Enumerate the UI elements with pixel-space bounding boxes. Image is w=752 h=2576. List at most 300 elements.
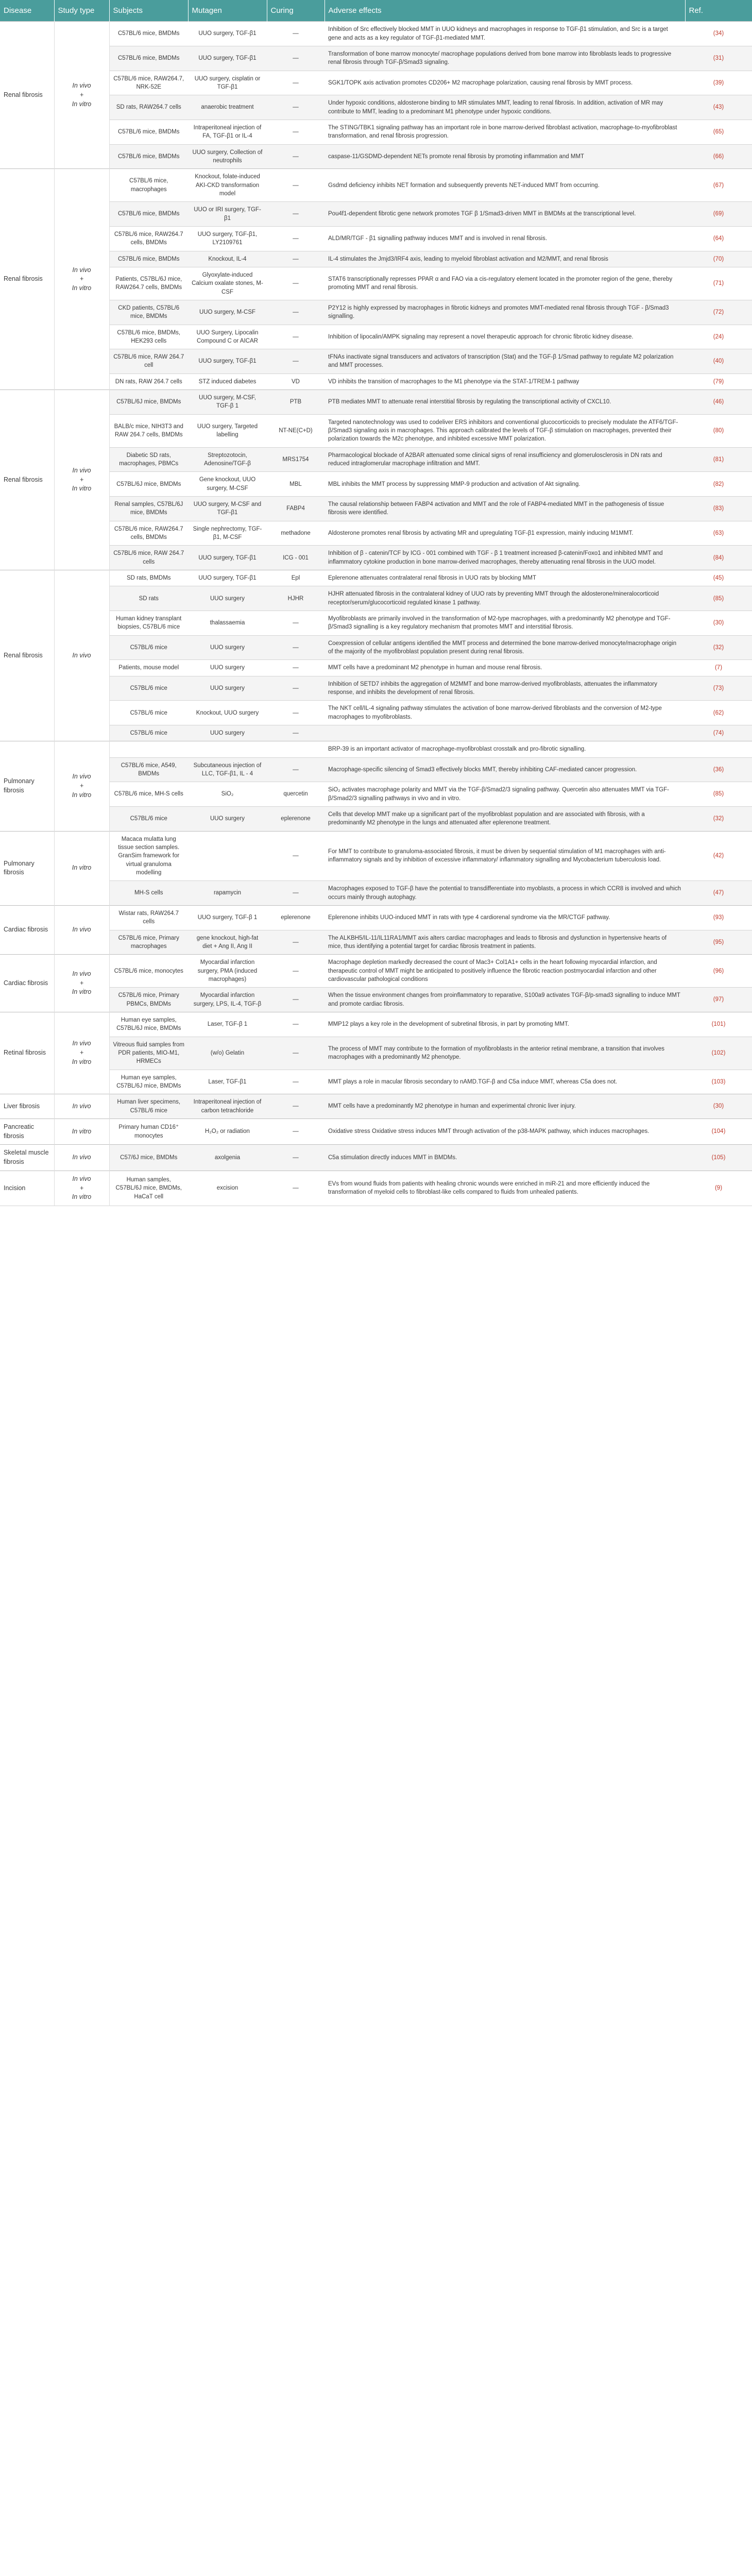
table-row bbox=[0, 1171, 752, 1206]
study-type-cell: In vivo bbox=[54, 905, 109, 954]
reference-cell: (71) bbox=[685, 267, 752, 300]
mutagen-cell: rapamycin bbox=[188, 881, 267, 906]
subjects-cell: C57BL/6J mice, BMDMs bbox=[109, 472, 188, 497]
mutagen-cell: Myocardial infarction surgery, PMA (induced macrophages) bbox=[188, 955, 267, 988]
study-type-cell: In vivo bbox=[54, 1094, 109, 1119]
reference-cell: (40) bbox=[685, 349, 752, 374]
adverse-effects-cell: Under hypoxic conditions, aldosterone binding to MR stimulates MMT, leading to renal fibrosis. In addition, activation of MR may contribute to MMT, leading to a predominant M1 phenotype under hypoxic conditions. bbox=[324, 95, 685, 120]
table-row bbox=[0, 1094, 752, 1119]
curing-cell: — bbox=[267, 1145, 324, 1171]
mutagen-cell: axolgenia bbox=[188, 1145, 267, 1171]
study-type-cell: In vivo + In vitro bbox=[54, 741, 109, 831]
table-row bbox=[0, 349, 752, 374]
mutagen-cell: UUO surgery, TGF-β1 bbox=[188, 349, 267, 374]
subjects-cell: Human kidney transplant biopsies, C57BL/6 mice bbox=[109, 611, 188, 636]
subjects-cell: C57BL/6 mice, RAW 264.7 cell bbox=[109, 349, 188, 374]
adverse-effects-cell: The causal relationship between FABP4 activation and MMT and the role of FABP4-mediated MMT in the pathogenesis of tissue fibrosis were identified. bbox=[324, 497, 685, 521]
curing-cell: — bbox=[267, 144, 324, 169]
reference-cell: (30) bbox=[685, 611, 752, 636]
curing-cell: Epl bbox=[267, 570, 324, 586]
adverse-effects-cell: SiO₂ activates macrophage polarity and MMT via the TGF-β/Smad2/3 signaling pathway. Quercetin also attenuates MMT via TGF-β/Smad2/3 signalling pathways in vivo and in vitro. bbox=[324, 782, 685, 807]
table-row bbox=[0, 757, 752, 782]
adverse-effects-cell: Pou4f1-dependent fibrotic gene network promotes TGF β 1/Smad3-driven MMT in BMDMs at the transcriptional level. bbox=[324, 202, 685, 227]
curing-cell: — bbox=[267, 1118, 324, 1145]
mutagen-cell: H₂O₂ or radiation bbox=[188, 1118, 267, 1145]
reference-cell: (97) bbox=[685, 988, 752, 1012]
subjects-cell: CKD patients, C57BL/6 mice, BMDMs bbox=[109, 300, 188, 325]
subjects-cell: C57BL/6 mice bbox=[109, 725, 188, 741]
curing-cell: — bbox=[267, 95, 324, 120]
header-study-type: Study type bbox=[54, 0, 109, 22]
reference-cell: (45) bbox=[685, 570, 752, 586]
mutagen-cell: Laser, TGF-β 1 bbox=[188, 1012, 267, 1037]
adverse-effects-cell: Myofibroblasts are primarily involved in the transformation of M2-type macrophages, with a predominantly M2 phenotype and TGF-β/Smad3 signalling is a key regulatory mechanism that promotes MMT and interstitial fibrosis. bbox=[324, 611, 685, 636]
subjects-cell: C57BL/6 mice bbox=[109, 806, 188, 831]
header-curing: Curing bbox=[267, 0, 324, 22]
reference-cell: (7) bbox=[685, 660, 752, 676]
table-row bbox=[0, 676, 752, 701]
reference-cell: (93) bbox=[685, 905, 752, 930]
reference-cell bbox=[685, 741, 752, 757]
reference-cell: (69) bbox=[685, 202, 752, 227]
page bbox=[0, 0, 752, 1206]
curing-cell: — bbox=[267, 22, 324, 46]
mutagen-cell: UUO surgery bbox=[188, 660, 267, 676]
adverse-effects-cell: Cells that develop MMT make up a significant part of the myofibroblast population and are associated with fibrosis, with a predominantly M2 phenotype in the lungs and attenuated after eplerenone treatment. bbox=[324, 806, 685, 831]
table-row bbox=[0, 1012, 752, 1037]
curing-cell: HJHR bbox=[267, 586, 324, 611]
table-row bbox=[0, 782, 752, 807]
curing-cell: — bbox=[267, 226, 324, 251]
adverse-effects-cell: caspase-11/GSDMD-dependent NETs promote renal fibrosis by promoting inflammation and MMT bbox=[324, 144, 685, 169]
table-row bbox=[0, 725, 752, 741]
header-ref: Ref. bbox=[685, 0, 752, 22]
table-row bbox=[0, 497, 752, 521]
subjects-cell: C57BL/6 mice, RAW264.7 cells, BMDMs bbox=[109, 521, 188, 546]
study-type-cell: In vitro bbox=[54, 831, 109, 905]
subjects-cell: DN rats, RAW 264.7 cells bbox=[109, 374, 188, 389]
mutagen-cell: UUO surgery, TGF-β1 bbox=[188, 22, 267, 46]
table-row bbox=[0, 472, 752, 497]
mutagen-cell: (w/o) Gelatin bbox=[188, 1037, 267, 1070]
curing-cell: — bbox=[267, 120, 324, 144]
adverse-effects-cell: Inhibition of lipocalin/AMPK signaling may represent a novel therapeutic approach for chronic fibrotic kidney disease. bbox=[324, 325, 685, 349]
adverse-effects-cell: Inhibition of SETD7 inhibits the aggregation of M2MMT and bone marrow-derived myofibroblasts, attenuates the inflammatory response, and inhibits the development of renal fibrosis. bbox=[324, 676, 685, 701]
subjects-cell: C57BL/6 mice, BMDMs bbox=[109, 120, 188, 144]
reference-cell: (65) bbox=[685, 120, 752, 144]
table-body bbox=[0, 22, 752, 1206]
header-subjects: Subjects bbox=[109, 0, 188, 22]
subjects-cell: C57BL/6 mice, RAW264.7 cells, BMDMs bbox=[109, 226, 188, 251]
curing-cell: — bbox=[267, 757, 324, 782]
table-row bbox=[0, 447, 752, 472]
mutagen-cell: UUO surgery bbox=[188, 806, 267, 831]
curing-cell: — bbox=[267, 676, 324, 701]
table-row bbox=[0, 546, 752, 570]
mutagen-cell bbox=[188, 831, 267, 881]
mutagen-cell: Intraperitoneal injection of carbon tetrachloride bbox=[188, 1094, 267, 1119]
table-row bbox=[0, 521, 752, 546]
table-row bbox=[0, 806, 752, 831]
subjects-cell: MH-S cells bbox=[109, 881, 188, 906]
mutagen-cell: SiO₂ bbox=[188, 782, 267, 807]
subjects-cell: SD rats, RAW264.7 cells bbox=[109, 95, 188, 120]
adverse-effects-cell: Eplerenone attenuates contralateral renal fibrosis in UUO rats by blocking MMT bbox=[324, 570, 685, 586]
table-row bbox=[0, 611, 752, 636]
curing-cell: — bbox=[267, 881, 324, 906]
mutagen-cell: Streptozotocin, Adenosine/TGF-β bbox=[188, 447, 267, 472]
reference-cell: (62) bbox=[685, 701, 752, 725]
table-row bbox=[0, 169, 752, 202]
curing-cell: — bbox=[267, 725, 324, 741]
adverse-effects-cell: Transformation of bone marrow monocyte/ macrophage populations derived from bone marrow into fibroblasts leads to progressive renal fibrosis through TGF-β/Smad3 signaling. bbox=[324, 46, 685, 71]
curing-cell: — bbox=[267, 660, 324, 676]
adverse-effects-cell: Aldosterone promotes renal fibrosis by activating MR and upregulating TGF-β1 expression, mainly inducing M1MMT. bbox=[324, 521, 685, 546]
subjects-cell: Human samples, C57BL/6J mice, BMDMs, HaCaT cell bbox=[109, 1171, 188, 1206]
table-row bbox=[0, 267, 752, 300]
curing-cell: — bbox=[267, 46, 324, 71]
disease-cell: Cardiac fibrosis bbox=[0, 905, 54, 954]
mutagen-cell: UUO surgery, Targeted labelling bbox=[188, 414, 267, 447]
subjects-cell: C57BL/6 mice, MH-S cells bbox=[109, 782, 188, 807]
subjects-cell: C57BL/6 mice, BMDMs bbox=[109, 22, 188, 46]
table-row bbox=[0, 22, 752, 46]
header-disease: Disease bbox=[0, 0, 54, 22]
table-row bbox=[0, 1037, 752, 1070]
table-row bbox=[0, 390, 752, 415]
reference-cell: (102) bbox=[685, 1037, 752, 1070]
subjects-cell: C57BL/6 mice bbox=[109, 635, 188, 660]
subjects-cell: C57BL/6 mice, BMDMs bbox=[109, 46, 188, 71]
reference-cell: (66) bbox=[685, 144, 752, 169]
mutagen-cell: Subcutaneous injection of LLC, TGF-β1, IL - 4 bbox=[188, 757, 267, 782]
adverse-effects-cell: EVs from wound fluids from patients with healing chronic wounds were enriched in miR-21 and more efficiently induced the transformation of myeloid cells to fibroblast-like cells compared to fluids from unhealed patients. bbox=[324, 1171, 685, 1206]
adverse-effects-cell: C5a stimulation directly induces MMT in BMDMs. bbox=[324, 1145, 685, 1171]
table-row bbox=[0, 95, 752, 120]
curing-cell: — bbox=[267, 930, 324, 955]
disease-cell: Liver fibrosis bbox=[0, 1094, 54, 1119]
curing-cell: — bbox=[267, 1171, 324, 1206]
mutagen-cell: Single nephrectomy, TGF-β1, M-CSF bbox=[188, 521, 267, 546]
subjects-cell: C57/6J mice, BMDMs bbox=[109, 1145, 188, 1171]
disease-cell: Cardiac fibrosis bbox=[0, 955, 54, 1012]
curing-cell: eplerenone bbox=[267, 806, 324, 831]
reference-cell: (101) bbox=[685, 1012, 752, 1037]
subjects-cell: C57BL/6J mice, BMDMs bbox=[109, 390, 188, 415]
curing-cell: — bbox=[267, 701, 324, 725]
adverse-effects-cell: VD inhibits the transition of macrophages to the M1 phenotype via the STAT-1/TREM-1 pathway bbox=[324, 374, 685, 389]
adverse-effects-cell: Eplerenone inhibits UUO-induced MMT in rats with type 4 cardiorenal syndrome via the MR/CTGF pathway. bbox=[324, 905, 685, 930]
adverse-effects-cell: tFNAs inactivate signal transducers and activators of transcription (Stat) and the TGF-β 1/Smad pathway to regulate M2 polarization and MMT processes. bbox=[324, 349, 685, 374]
mutagen-cell: Laser, TGF-β1 bbox=[188, 1070, 267, 1094]
header-adverse-effects: Adverse effects bbox=[324, 0, 685, 22]
reference-cell: (34) bbox=[685, 22, 752, 46]
curing-cell: — bbox=[267, 955, 324, 988]
curing-cell: — bbox=[267, 251, 324, 267]
adverse-effects-cell: The NKT cell/IL-4 signaling pathway stimulates the activation of bone marrow-derived fibroblasts and the conversion of M2-type macrophages to myofibroblasts. bbox=[324, 701, 685, 725]
curing-cell: — bbox=[267, 988, 324, 1012]
disease-cell: Pancreatic fibrosis bbox=[0, 1118, 54, 1145]
table-row bbox=[0, 988, 752, 1012]
curing-cell: — bbox=[267, 611, 324, 636]
adverse-effects-cell: P2Y12 is highly expressed by macrophages in fibrotic kidneys and promotes MMT-mediated renal fibrosis through TGF - β/Smad3 signalling. bbox=[324, 300, 685, 325]
table-row bbox=[0, 144, 752, 169]
study-type-cell: In vivo + In vitro bbox=[54, 390, 109, 570]
disease-cell: Skeletal muscle fibrosis bbox=[0, 1145, 54, 1171]
table-row bbox=[0, 202, 752, 227]
curing-cell: NT-NE(C+D) bbox=[267, 414, 324, 447]
subjects-cell: Wistar rats, RAW264.7 cells bbox=[109, 905, 188, 930]
subjects-cell: Vitreous fluid samples from PDR patients, MIO-M1, HRMECs bbox=[109, 1037, 188, 1070]
disease-cell: Incision bbox=[0, 1171, 54, 1206]
reference-cell: (24) bbox=[685, 325, 752, 349]
mutagen-cell: gene knockout, high-fat diet + Ang II, Ang II bbox=[188, 930, 267, 955]
table-row bbox=[0, 1145, 752, 1171]
reference-cell: (96) bbox=[685, 955, 752, 988]
reference-cell: (84) bbox=[685, 546, 752, 570]
adverse-effects-cell: Macrophage-specific silencing of Smad3 effectively blocks MMT, thereby inhibiting CAF-mediated cancer progression. bbox=[324, 757, 685, 782]
table-row bbox=[0, 325, 752, 349]
disease-cell: Pulmonary fibrosis bbox=[0, 831, 54, 905]
reference-cell: (104) bbox=[685, 1118, 752, 1145]
reference-cell: (95) bbox=[685, 930, 752, 955]
reference-cell: (64) bbox=[685, 226, 752, 251]
reference-cell: (67) bbox=[685, 169, 752, 202]
study-type-cell: In vitro bbox=[54, 1118, 109, 1145]
reference-cell: (32) bbox=[685, 806, 752, 831]
curing-cell: — bbox=[267, 325, 324, 349]
reference-cell: (74) bbox=[685, 725, 752, 741]
table-row bbox=[0, 374, 752, 389]
subjects-cell: Patients, C57BL/6J mice, RAW264.7 cells, BMDMs bbox=[109, 267, 188, 300]
subjects-cell: C57BL/6 mice, Primary PBMCs, BMDMs bbox=[109, 988, 188, 1012]
table-row bbox=[0, 881, 752, 906]
disease-cell: Pulmonary fibrosis bbox=[0, 741, 54, 831]
subjects-cell bbox=[109, 741, 188, 757]
study-type-cell: In vivo + In vitro bbox=[54, 169, 109, 390]
reference-cell: (31) bbox=[685, 46, 752, 71]
subjects-cell: BALB/c mice, NIH3T3 and RAW 264.7 cells, BMDMs bbox=[109, 414, 188, 447]
table-row bbox=[0, 300, 752, 325]
curing-cell: — bbox=[267, 202, 324, 227]
table-row bbox=[0, 905, 752, 930]
reference-cell: (70) bbox=[685, 251, 752, 267]
mmt-table bbox=[0, 0, 752, 1206]
reference-cell: (81) bbox=[685, 447, 752, 472]
table-row bbox=[0, 701, 752, 725]
adverse-effects-cell: Inhibition of β - catenin/TCF by ICG - 001 combined with TGF - β 1 treatment increased β-catenin/Foxo1 and inhibited MMT and inflammatory cytokine production in bone marrow-derived macrophages, thereby attenuating renal fibrosis in the UUO model. bbox=[324, 546, 685, 570]
adverse-effects-cell: Pharmacological blockade of A2BAR attenuated some clinical signs of renal insufficiency and glomerulosclerosis in DN rats and reduced intraglomerular macrophage infiltration and MMT. bbox=[324, 447, 685, 472]
subjects-cell: SD rats, BMDMs bbox=[109, 570, 188, 586]
mutagen-cell: STZ induced diabetes bbox=[188, 374, 267, 389]
adverse-effects-cell: MMP12 plays a key role in the development of subretinal fibrosis, in part by promoting MMT. bbox=[324, 1012, 685, 1037]
mutagen-cell: UUO surgery, M-CSF, TGF-β 1 bbox=[188, 390, 267, 415]
study-type-cell: In vivo + In vitro bbox=[54, 955, 109, 1012]
curing-cell: MBL bbox=[267, 472, 324, 497]
table-row bbox=[0, 635, 752, 660]
adverse-effects-cell: IL-4 stimulates the Jmjd3/IRF4 axis, leading to myeloid fibroblast activation and M2/MMT, and renal fibrosis bbox=[324, 251, 685, 267]
adverse-effects-cell: The STING/TBK1 signaling pathway has an important role in bone marrow-derived fibroblast activation, macrophage-to-myofibroblast transformation, and renal fibrosis progression. bbox=[324, 120, 685, 144]
mutagen-cell: Knockout, IL-4 bbox=[188, 251, 267, 267]
curing-cell: ICG - 001 bbox=[267, 546, 324, 570]
adverse-effects-cell: Gsdmd deficiency inhibits NET formation and subsequently prevents NET-induced MMT from occurring. bbox=[324, 169, 685, 202]
subjects-cell: C57BL/6 mice, A549, BMDMs bbox=[109, 757, 188, 782]
header-mutagen: Mutagen bbox=[188, 0, 267, 22]
reference-cell: (47) bbox=[685, 881, 752, 906]
table-row bbox=[0, 1118, 752, 1145]
study-type-cell: In vivo bbox=[54, 570, 109, 741]
study-type-cell: In vivo + In vitro bbox=[54, 1171, 109, 1206]
mutagen-cell: UUO surgery, M-CSF bbox=[188, 300, 267, 325]
curing-cell: VD bbox=[267, 374, 324, 389]
curing-cell: FABP4 bbox=[267, 497, 324, 521]
mutagen-cell: UUO or IRI surgery, TGF-β1 bbox=[188, 202, 267, 227]
subjects-cell: C57BL/6 mice, monocytes bbox=[109, 955, 188, 988]
reference-cell: (73) bbox=[685, 676, 752, 701]
table-row bbox=[0, 586, 752, 611]
reference-cell: (83) bbox=[685, 497, 752, 521]
adverse-effects-cell: PTB mediates MMT to attenuate renal interstitial fibrosis by regulating the transcriptional activity of CXCL10. bbox=[324, 390, 685, 415]
subjects-cell: Macaca mulatta lung tissue section samples. GranSim framework for virtual granuloma modelling bbox=[109, 831, 188, 881]
adverse-effects-cell: BRP-39 is an important activator of macrophage-myofibroblast crosstalk and pro-fibrotic signalling. bbox=[324, 741, 685, 757]
adverse-effects-cell: SGK1/TOPK axis activation promotes CD206+ M2 macrophage polarization, causing renal fibrosis by MMT process. bbox=[324, 71, 685, 95]
adverse-effects-cell: The ALKBH5/IL-11/IL11RA1/MMT axis alters cardiac macrophages and leads to fibrosis and dysfunction in hypertensive hearts of mice, thus identifying a potential target for cardiac fibrosis treatment in patients. bbox=[324, 930, 685, 955]
table-row bbox=[0, 71, 752, 95]
disease-cell: Renal fibrosis bbox=[0, 169, 54, 390]
table-row bbox=[0, 930, 752, 955]
subjects-cell: Human liver specimens, C57BL/6 mice bbox=[109, 1094, 188, 1119]
mutagen-cell bbox=[188, 741, 267, 757]
reference-cell: (32) bbox=[685, 635, 752, 660]
mutagen-cell: UUO surgery bbox=[188, 586, 267, 611]
mutagen-cell: UUO surgery, TGF-β1, LY2109761 bbox=[188, 226, 267, 251]
reference-cell: (80) bbox=[685, 414, 752, 447]
mutagen-cell: Glyoxylate-induced Calcium oxalate stones, M-CSF bbox=[188, 267, 267, 300]
subjects-cell: SD rats bbox=[109, 586, 188, 611]
mutagen-cell: UUO surgery bbox=[188, 725, 267, 741]
curing-cell: eplerenone bbox=[267, 905, 324, 930]
subjects-cell: C57BL/6 mice bbox=[109, 676, 188, 701]
mutagen-cell: Gene knockout, UUO surgery, M-CSF bbox=[188, 472, 267, 497]
reference-cell: (36) bbox=[685, 757, 752, 782]
adverse-effects-cell: HJHR attenuated fibrosis in the contralateral kidney of UUO rats by preventing MMT through the aldosterone/mineralocorticoid receptor/serum/glucocorticoid regulated kinase 1 pathway. bbox=[324, 586, 685, 611]
table-row bbox=[0, 660, 752, 676]
curing-cell: — bbox=[267, 1037, 324, 1070]
curing-cell: — bbox=[267, 1012, 324, 1037]
table-row bbox=[0, 831, 752, 881]
mutagen-cell: UUO surgery, TGF-β1 bbox=[188, 546, 267, 570]
subjects-cell: C57BL/6 mice, BMDMs bbox=[109, 202, 188, 227]
study-type-cell: In vivo bbox=[54, 1145, 109, 1171]
adverse-effects-cell: When the tissue environment changes from proinflammatory to reparative, S100a9 activates TGF-β/p-smad3 signalling to induce MMT and promote cardiac fibrosis. bbox=[324, 988, 685, 1012]
mutagen-cell: UUO surgery, M-CSF and TGF-β1 bbox=[188, 497, 267, 521]
table-row bbox=[0, 414, 752, 447]
adverse-effects-cell: MMT cells have a predominant M2 phenotype in human and mouse renal fibrosis. bbox=[324, 660, 685, 676]
subjects-cell: Patients, mouse model bbox=[109, 660, 188, 676]
curing-cell: — bbox=[267, 1094, 324, 1119]
reference-cell: (82) bbox=[685, 472, 752, 497]
mutagen-cell: Knockout, UUO surgery bbox=[188, 701, 267, 725]
curing-cell: — bbox=[267, 349, 324, 374]
adverse-effects-cell: The process of MMT may contribute to the formation of myofibroblasts in the anterior retinal membrane, a transition that involves macrophages with a predominantly M2 phenotype. bbox=[324, 1037, 685, 1070]
table-row bbox=[0, 46, 752, 71]
adverse-effects-cell: Macrophages exposed to TGF-β have the potential to transdifferentiate into myoblasts, a process in which CCR8 is involved and which occurs mainly through autophagy. bbox=[324, 881, 685, 906]
mutagen-cell: UUO surgery, TGF-β 1 bbox=[188, 905, 267, 930]
adverse-effects-cell: Coexpression of cellular antigens identified the MMT process and determined the bone marrow-derived monocyte/macrophage origin of the majority of the myofibroblast population present during renal fibrosis. bbox=[324, 635, 685, 660]
curing-cell bbox=[267, 741, 324, 757]
disease-cell: Renal fibrosis bbox=[0, 22, 54, 169]
curing-cell: — bbox=[267, 831, 324, 881]
subjects-cell: C57BL/6 mice, Primary macrophages bbox=[109, 930, 188, 955]
mutagen-cell: thalassaemia bbox=[188, 611, 267, 636]
reference-cell: (85) bbox=[685, 586, 752, 611]
reference-cell: (43) bbox=[685, 95, 752, 120]
subjects-cell: C57BL/6 mice bbox=[109, 701, 188, 725]
curing-cell: — bbox=[267, 635, 324, 660]
study-type-cell: In vivo + In vitro bbox=[54, 22, 109, 169]
curing-cell: quercetin bbox=[267, 782, 324, 807]
table-row bbox=[0, 741, 752, 757]
adverse-effects-cell: MBL inhibits the MMT process by suppressing MMP-9 production and activation of Akt signaling. bbox=[324, 472, 685, 497]
reference-cell: (46) bbox=[685, 390, 752, 415]
subjects-cell: C57BL/6 mice, BMDMs bbox=[109, 144, 188, 169]
subjects-cell: Primary human CD16⁺ monocytes bbox=[109, 1118, 188, 1145]
reference-cell: (39) bbox=[685, 71, 752, 95]
mutagen-cell: UUO surgery, Collection of neutrophils bbox=[188, 144, 267, 169]
subjects-cell: C57BL/6 mice, BMDMs bbox=[109, 251, 188, 267]
reference-cell: (72) bbox=[685, 300, 752, 325]
reference-cell: (63) bbox=[685, 521, 752, 546]
mutagen-cell: UUO surgery, cisplatin or TGF-β1 bbox=[188, 71, 267, 95]
adverse-effects-cell bbox=[324, 725, 685, 741]
table-row bbox=[0, 251, 752, 267]
mutagen-cell: UUO surgery bbox=[188, 676, 267, 701]
mutagen-cell: UUO Surgery, Lipocalin Compound C or AICAR bbox=[188, 325, 267, 349]
disease-cell: Renal fibrosis bbox=[0, 570, 54, 741]
disease-cell: Retinal fibrosis bbox=[0, 1012, 54, 1094]
study-type-cell: In vivo + In vitro bbox=[54, 1012, 109, 1094]
mutagen-cell: anaerobic treatment bbox=[188, 95, 267, 120]
adverse-effects-cell: Targeted nanotechnology was used to codeliver ERS inhibitors and conventional glucocorticoids to precisely modulate the ATF6/TGF-β/Smad3 signaling axis in macrophages. This approach calibrated the levels of TGF-β stimulation on macrophages, prevented their polarization towards the M2c phenotype, and inhibited excessive MMT polarization. bbox=[324, 414, 685, 447]
mutagen-cell: UUO surgery, TGF-β1 bbox=[188, 46, 267, 71]
reference-cell: (103) bbox=[685, 1070, 752, 1094]
mutagen-cell: Knockout, folate-induced AKI-CKD transformation model bbox=[188, 169, 267, 202]
adverse-effects-cell: MMT cells have a predominantly M2 phenotype in human and experimental chronic liver injury. bbox=[324, 1094, 685, 1119]
mutagen-cell: Intraperitoneal injection of FA, TGF-β1 or IL-4 bbox=[188, 120, 267, 144]
reference-cell: (42) bbox=[685, 831, 752, 881]
mutagen-cell: UUO surgery bbox=[188, 635, 267, 660]
table-row bbox=[0, 1070, 752, 1094]
curing-cell: — bbox=[267, 267, 324, 300]
curing-cell: — bbox=[267, 300, 324, 325]
table-row bbox=[0, 120, 752, 144]
mutagen-cell: Myocardial infarction surgery, LPS, IL-4, TGF-β bbox=[188, 988, 267, 1012]
adverse-effects-cell: ALD/MR/TGF - β1 signalling pathway induces MMT and is involved in renal fibrosis. bbox=[324, 226, 685, 251]
subjects-cell: C57BL/6 mice, BMDMs, HEK293 cells bbox=[109, 325, 188, 349]
subjects-cell: C57BL/6 mice, RAW 264.7 cells bbox=[109, 546, 188, 570]
reference-cell: (79) bbox=[685, 374, 752, 389]
disease-cell: Renal fibrosis bbox=[0, 390, 54, 570]
reference-cell: (9) bbox=[685, 1171, 752, 1206]
adverse-effects-cell: MMT plays a role in macular fibrosis secondary to nAMD.TGF-β and C5a induce MMT, whereas C5a does not. bbox=[324, 1070, 685, 1094]
subjects-cell: Diabetic SD rats, macrophages, PBMCs bbox=[109, 447, 188, 472]
subjects-cell: C57BL/6 mice, macrophages bbox=[109, 169, 188, 202]
reference-cell: (105) bbox=[685, 1145, 752, 1171]
adverse-effects-cell: STAT6 transcriptionally represses PPAR α and FAO via a cis-regulatory element located in the promoter region of the gene, thereby promoting MMT and renal fibrosis. bbox=[324, 267, 685, 300]
curing-cell: methadone bbox=[267, 521, 324, 546]
reference-cell: (30) bbox=[685, 1094, 752, 1119]
subjects-cell: C57BL/6 mice, RAW264.7, NRK-52E bbox=[109, 71, 188, 95]
